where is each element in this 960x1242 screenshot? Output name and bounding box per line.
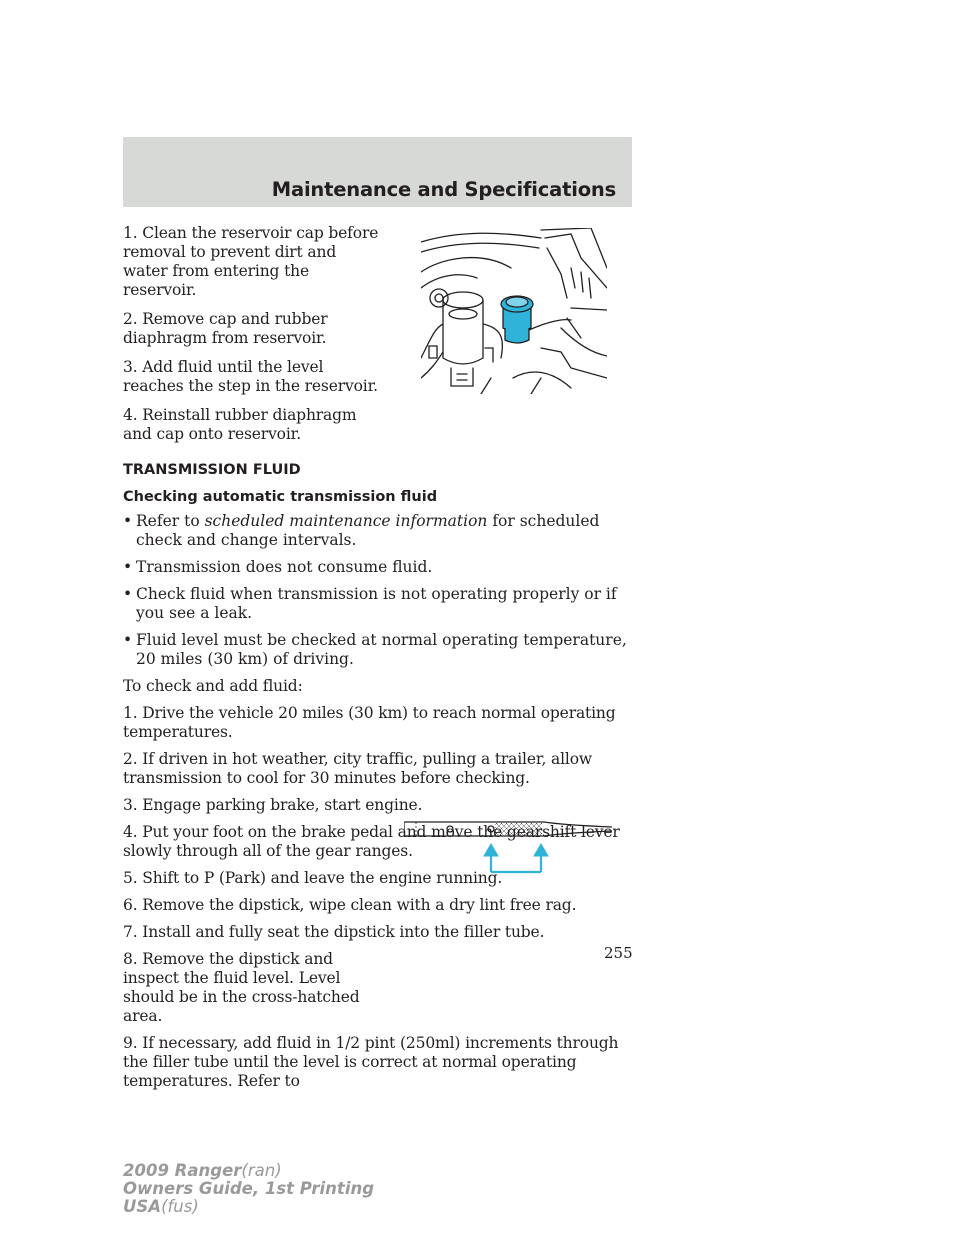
footer-model: 2009 Ranger	[123, 1161, 242, 1180]
bullet-text: Check fluid when transmission is not operating properly or if you see a leak.	[136, 585, 617, 622]
page-content	[123, 224, 643, 1099]
reservoir-steps	[123, 224, 643, 444]
bullet-item	[123, 558, 643, 577]
procedure-step-9: 9. If necessary, add fluid in 1/2 pint (250ml) increments through the filler tube until the level is correct at normal operating temperatures. Refer to	[123, 1034, 619, 1090]
reservoir-step-4: 4. Reinstall rubber diaphragm and cap onto reservoir.	[123, 406, 357, 443]
bullet-text: Fluid level must be checked at normal operating temperature, 20 miles (30 km) of driving.	[136, 631, 627, 668]
procedure-step-3: 3. Engage parking brake, start engine.	[123, 796, 423, 814]
procedure-step-7: 7. Install and fully seat the dipstick into the filler tube.	[123, 923, 545, 941]
bullet-item	[123, 631, 643, 669]
procedure-step-8: 8. Remove the dipstick and inspect the fluid level. Level should be in the cross-hatched area.	[123, 950, 360, 1025]
bullet-text: Transmission does not consume fluid.	[136, 558, 433, 576]
bullet-dot: •	[123, 558, 133, 576]
footer-edition: Owners Guide, 1st Printing	[123, 1179, 375, 1198]
bullet-text-post: for scheduled check and change intervals.	[136, 512, 600, 549]
reservoir-step-3: 3. Add fluid until the level reaches the step in the reservoir.	[123, 358, 378, 395]
reservoir-step-2: 2. Remove cap and rubber diaphragm from reservoir.	[123, 310, 328, 347]
procedure	[123, 677, 643, 1091]
bullet-dot: •	[123, 512, 133, 530]
page-title: Maintenance and Specifications	[271, 178, 616, 201]
procedure-step-6: 6. Remove the dipstick, wipe clean with a dry lint free rag.	[123, 896, 577, 914]
footer-model-code: (ran)	[241, 1161, 282, 1180]
reservoir-step-1: 1. Clean the reservoir cap before removal to prevent dirt and water from entering the reservoir.	[123, 224, 379, 299]
procedure-step-1: 1. Drive the vehicle 20 miles (30 km) to reach normal operating temperatures.	[123, 704, 616, 741]
procedure-step-4: 4. Put your foot on the brake pedal and move the gearshift lever slowly through all of the gear ranges.	[123, 823, 620, 860]
procedure-intro: To check and add fluid:	[123, 677, 303, 695]
bullet-link-text: scheduled maintenance information	[204, 512, 488, 530]
footer-market-code: (fus)	[161, 1197, 199, 1216]
bullet-text-pre: Refer to	[136, 512, 205, 530]
check-bullets	[123, 512, 643, 669]
page-number: 255	[604, 944, 633, 962]
document-footer	[123, 1162, 374, 1216]
bullet-dot: •	[123, 631, 133, 649]
section-heading: TRANSMISSION FLUID	[123, 462, 301, 478]
bullet-dot: •	[123, 585, 133, 603]
header-band	[123, 137, 632, 207]
bullet-item	[123, 512, 643, 550]
procedure-step-5: 5. Shift to P (Park) and leave the engine running.	[123, 869, 503, 887]
section-subheading: Checking automatic transmission fluid	[123, 489, 438, 505]
footer-market: USA	[123, 1197, 162, 1216]
bullet-item	[123, 585, 643, 623]
procedure-step-2: 2. If driven in hot weather, city traffic, pulling a trailer, allow transmission to cool for 30 minutes before checking.	[123, 750, 592, 787]
